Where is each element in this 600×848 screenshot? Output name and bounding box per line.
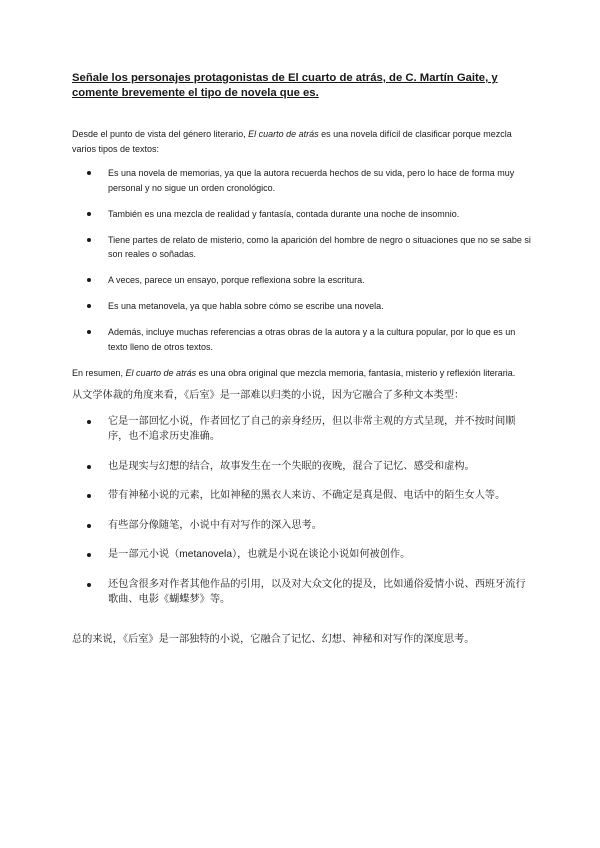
list-item	[72, 273, 534, 288]
bullet-icon	[87, 553, 91, 557]
bullet-icon	[87, 330, 91, 334]
bullet-icon	[87, 278, 91, 282]
bullet-icon	[87, 583, 91, 587]
chinese-summary: 总的来说，《后室》是一部独特的小说，它融合了记忆、幻想、神秘和对写作的深度思考。	[72, 633, 475, 645]
bullet-icon	[87, 212, 91, 216]
list-item	[72, 488, 534, 504]
document-content	[72, 71, 534, 647]
list-item-text: Tiene partes de relato de misterio, como la aparición del hombre de negro o situaciones que no se sabe si son reales o soñadas.	[108, 234, 531, 259]
list-item	[72, 459, 534, 475]
list-item	[72, 414, 534, 445]
bullet-icon	[87, 304, 91, 308]
book-title-italic: El cuarto de atrás	[125, 367, 197, 378]
list-item-text: 还包含很多对作者其他作品的引用，以及对大众文化的提及，比如通俗爱情小说、西班牙流行歌曲、电影《蝴蝶梦》等。	[108, 578, 526, 605]
spanish-intro	[72, 127, 534, 156]
list-item-text: 也是现实与幻想的结合，故事发生在一个失眠的夜晚，混合了记忆、感受和虚构。	[108, 460, 475, 472]
spanish-bullet-list	[72, 166, 534, 354]
list-item	[72, 577, 534, 608]
list-item-text: 带有神秘小说的元素，比如神秘的黑衣人来访、不确定是真是假、电话中的陌生女人等。	[108, 490, 506, 501]
bullet-icon	[87, 494, 91, 498]
spanish-summary-text: En resumen,	[72, 367, 126, 378]
book-title-italic: El cuarto de atrás	[248, 129, 319, 139]
list-item-text: A veces, parece un ensayo, porque reflexiona sobre la escritura.	[108, 275, 365, 285]
bullet-icon	[87, 171, 91, 175]
list-item	[72, 325, 534, 354]
chinese-intro: 从文学体裁的角度来看，《后室》是一部难以归类的小说，因为它融合了多种文本类型：	[72, 390, 465, 401]
list-item	[72, 233, 534, 262]
list-item-text: 它是一部回忆小说，作者回忆了自己的亲身经历，但以非常主观的方式呈现，并不按时间顺序，也不追求历史准确。	[108, 415, 516, 442]
list-item-text: Además, incluye muchas referencias a otras obras de la autora y a la cultura popular, por lo que es un texto lleno de otros textos.	[108, 327, 516, 352]
bullet-icon	[87, 524, 91, 528]
list-item	[72, 166, 534, 195]
list-item-text: Es una metanovela, ya que habla sobre cómo se escribe una novela.	[108, 301, 384, 311]
bullet-icon	[87, 238, 91, 242]
list-item-text: También es una mezcla de realidad y fantasía, contada durante una noche de insomnio.	[108, 208, 460, 219]
spanish-intro-text-end: es una novela difícil de clasificar porque mezcla varios tipos de textos:	[72, 129, 512, 154]
bullet-icon	[87, 465, 91, 469]
question-title: Señale los personajes protagonistas de El cuarto de atrás, de C. Martín Gaite, y comente brevemente el tipo de novela que es.	[72, 72, 498, 99]
list-item-text: Es una novela de memorias, ya que la autora recuerda hechos de su vida, pero lo hace de forma muy personal y no sigue un orden cronológico.	[108, 168, 515, 193]
spanish-intro-text: Desde el punto de vista del género literario,	[72, 129, 249, 139]
list-item-text: 是一部元小说（metanovela），也就是小说在谈论小说如何被创作。	[108, 549, 411, 560]
spanish-summary-text-end: es una obra original que mezcla memoria, fantasía, misterio y reflexión literaria.	[196, 367, 516, 378]
bullet-icon	[87, 420, 91, 424]
list-item	[72, 547, 534, 563]
chinese-bullet-list	[72, 414, 534, 608]
list-item-text: 有些部分像随笔，小说中有对写作的深入思考。	[108, 519, 322, 531]
spanish-summary	[72, 366, 534, 381]
list-item	[72, 299, 534, 314]
list-item	[72, 207, 534, 222]
list-item	[72, 518, 534, 534]
